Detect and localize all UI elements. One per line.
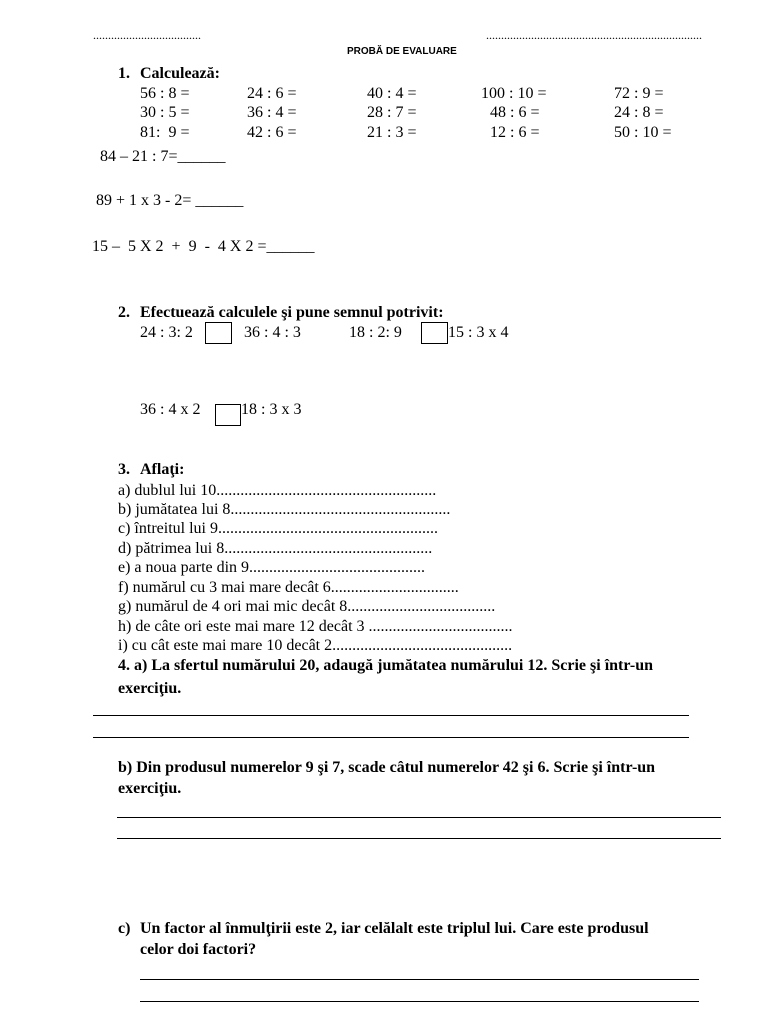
answer-line[interactable] [93, 737, 689, 738]
q3-title: Aflaţi: [140, 461, 185, 478]
q1-cell: 42 : 6 = [247, 124, 297, 141]
q1-cell: 36 : 4 = [247, 104, 297, 121]
q2-right-expression: 15 : 3 x 4 [448, 324, 509, 341]
q1-cell: 24 : 8 = [614, 104, 664, 121]
q3-item[interactable]: a) dublul lui 10....................................................... [118, 482, 437, 499]
q3-item[interactable]: f) numărul cu 3 mai mare decât 6................................ [118, 579, 459, 596]
q4a-text-cont: exerciţiu. [118, 680, 182, 697]
q1-extra-exercise[interactable]: 84 – 21 : 7=______ [100, 148, 226, 165]
q3-item[interactable]: h) de câte ori este mai mare 12 decât 3 .................................... [118, 618, 513, 635]
comparison-sign-box[interactable] [215, 404, 241, 426]
q3-item[interactable]: d) pătrimea lui 8.................................................... [118, 540, 433, 557]
q1-cell: 56 : 8 = [140, 85, 190, 102]
answer-line[interactable] [140, 1001, 699, 1002]
q1-cell: 72 : 9 = [614, 85, 664, 102]
q3-item[interactable]: i) cu cât este mai mare 10 decât 2............................................. [118, 637, 513, 654]
answer-line[interactable] [117, 838, 721, 839]
q1-cell: 50 : 10 = [614, 124, 672, 141]
q3-item[interactable]: b) jumătatea lui 8....................................................... [118, 501, 451, 518]
q1-cell: 81: 9 = [140, 124, 190, 141]
q4c-text-cont: celor doi factori? [140, 941, 257, 958]
q2-right-expression: 18 : 3 x 3 [241, 401, 302, 418]
q4a-text: 4. a) La sfertul numărului 20, adaugă jumătatea numărului 12. Scrie şi într-un [118, 657, 653, 674]
q2-title: Efectuează calculele şi pune semnul potrivit: [140, 304, 444, 321]
q4c-label: c) [118, 920, 131, 937]
q2-left-expression: 24 : 3: 2 [140, 324, 193, 341]
q2-left-expression: 36 : 4 x 2 [140, 401, 201, 418]
q1-cell: 30 : 5 = [140, 104, 190, 121]
answer-line[interactable] [117, 817, 721, 818]
q1-cell: 100 : 10 = [481, 85, 547, 102]
date-blank-line[interactable]: ........................................................................ [486, 28, 702, 42]
q4c-text: Un factor al înmulţirii este 2, iar celălalt este triplul lui. Care este produsul [140, 920, 649, 937]
q1-cell: 21 : 3 = [367, 124, 417, 141]
q1-cell: 12 : 6 = [490, 124, 540, 141]
q1-cell: 40 : 4 = [367, 85, 417, 102]
q3-item[interactable]: e) a noua parte din 9............................................ [118, 559, 426, 576]
q1-extra-exercise[interactable]: 89 + 1 x 3 - 2= ______ [96, 192, 244, 209]
q1-cell: 24 : 6 = [247, 85, 297, 102]
q4b-text: b) Din produsul numerelor 9 şi 7, scade câtul numerelor 42 şi 6. Scrie şi într-un [118, 759, 656, 776]
q1-cell: 28 : 7 = [367, 104, 417, 121]
name-blank-line[interactable]: .................................... [93, 28, 201, 42]
q1-extra-exercise[interactable]: 15 – 5 X 2 + 9 - 4 X 2 =______ [92, 238, 315, 255]
q2-number: 2. [118, 304, 130, 321]
comparison-sign-box[interactable] [205, 322, 232, 344]
answer-line[interactable] [140, 979, 699, 980]
q4b-text-cont: exerciţiu. [118, 780, 182, 797]
page-title: PROBĂ DE EVALUARE [347, 46, 457, 57]
comparison-sign-box[interactable] [421, 322, 448, 344]
q2-left-expression: 18 : 2: 9 [349, 324, 402, 341]
q3-item[interactable]: g) numărul de 4 ori mai mic decât 8..................................... [118, 598, 496, 615]
q2-right-expression: 36 : 4 : 3 [244, 324, 301, 341]
q3-item[interactable]: c) întreitul lui 9....................................................... [118, 520, 438, 537]
q1-number: 1. [118, 65, 130, 82]
q1-title: Calculează: [140, 65, 220, 82]
answer-line[interactable] [93, 715, 689, 716]
q1-cell: 48 : 6 = [490, 104, 540, 121]
q3-number: 3. [118, 461, 130, 478]
